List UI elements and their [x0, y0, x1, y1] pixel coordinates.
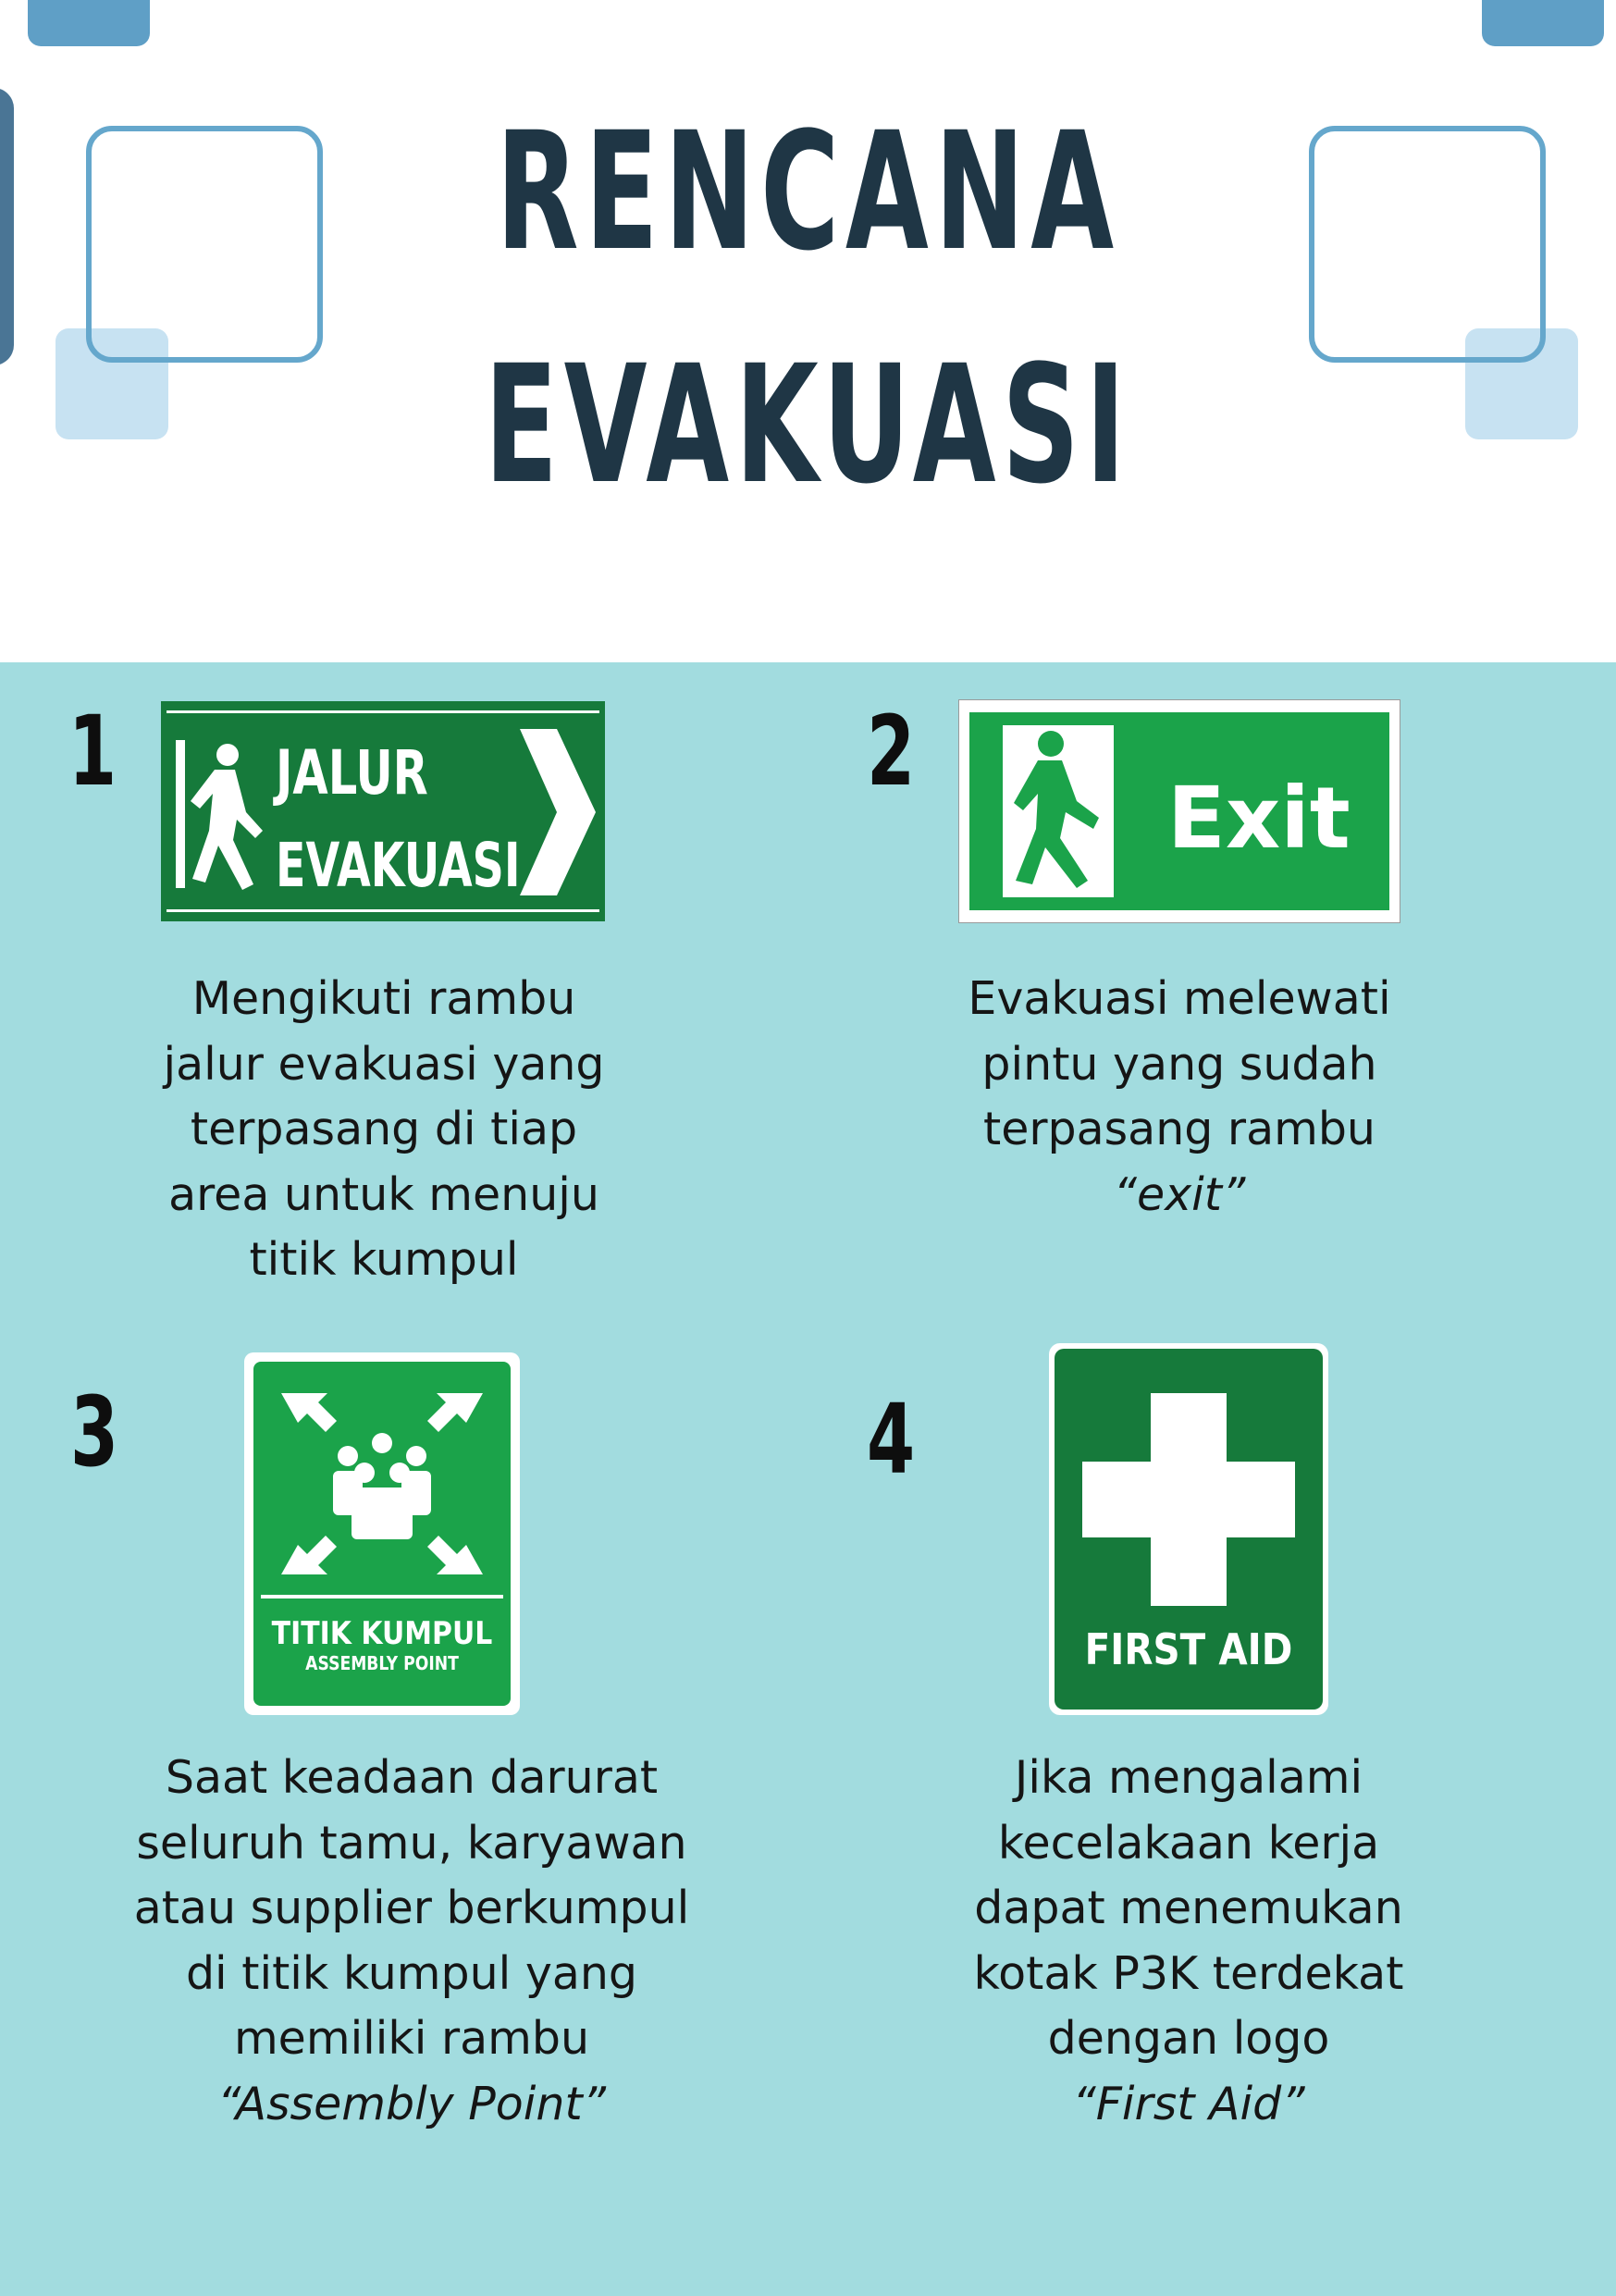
decorative-square-outline-right [1309, 126, 1546, 363]
sign-text-first-aid: FIRST AID [1084, 1625, 1293, 1675]
sign-text-evakuasi: EVAKUASI [276, 830, 521, 902]
description-line: Mengikuti rambu [191, 972, 576, 1025]
sign-text-jalur: JALUR [276, 736, 428, 809]
step-3-description [102, 1746, 722, 2137]
exit-sign [958, 699, 1400, 923]
description-line: “Assembly Point” [216, 2077, 607, 2130]
description-line: seluruh tamu, karyawan [136, 1816, 687, 1870]
description-line: “exit” [1113, 1167, 1246, 1221]
description-line: pintu yang sudah [981, 1037, 1377, 1091]
description-line: kecelakaan kerja [997, 1816, 1380, 1870]
description-line: di titik kumpul yang [185, 1946, 638, 2000]
description-line: terpasang di tiap [190, 1103, 578, 1155]
description-line: Jika mengalami [1014, 1751, 1363, 1804]
assembly-point-sign [244, 1352, 520, 1715]
description-line: atau supplier berkumpul [133, 1882, 690, 1934]
page-title-line-1: RENCANA [496, 97, 1120, 287]
description-line: jalur evakuasi yang [163, 1037, 605, 1091]
first-aid-sign [1049, 1343, 1328, 1715]
description-line: titik kumpul [249, 1233, 519, 1286]
step-number: 4 [867, 1383, 916, 1496]
step-number: 1 [68, 695, 117, 808]
sign-text-titik-kumpul: TITIK KUMPUL [271, 1614, 493, 1652]
evacuation-route-sign [161, 701, 605, 921]
page-title-line-2: EVAKUASI [484, 330, 1132, 520]
description-line: Evakuasi melewati [968, 972, 1391, 1025]
step-4-description [902, 1746, 1475, 2137]
exit-door-running-man-icon [1003, 725, 1114, 897]
description-line: terpasang rambu [983, 1103, 1375, 1155]
step-2-description [893, 967, 1466, 1228]
decorative-tab-top-left [28, 0, 150, 46]
step-1-description [102, 967, 666, 1293]
description-line: “First Aid” [1072, 2077, 1305, 2130]
description-line: Saat keadaan darurat [165, 1751, 659, 1804]
sign-text-assembly-point: ASSEMBLY POINT [305, 1653, 459, 1675]
description-line: memiliki rambu [233, 2012, 590, 2065]
description-line: kotak P3K terdekat [973, 1946, 1404, 2000]
decorative-tab-top-right [1482, 0, 1604, 46]
description-line: dengan logo [1047, 2012, 1330, 2065]
decorative-edge-left [0, 88, 14, 365]
description-line: dapat menemukan [974, 1882, 1403, 1934]
sign-text-exit: Exit [1167, 769, 1351, 868]
step-number: 2 [867, 695, 916, 808]
step-number: 3 [70, 1376, 119, 1488]
description-line: area untuk menuju [168, 1167, 599, 1221]
